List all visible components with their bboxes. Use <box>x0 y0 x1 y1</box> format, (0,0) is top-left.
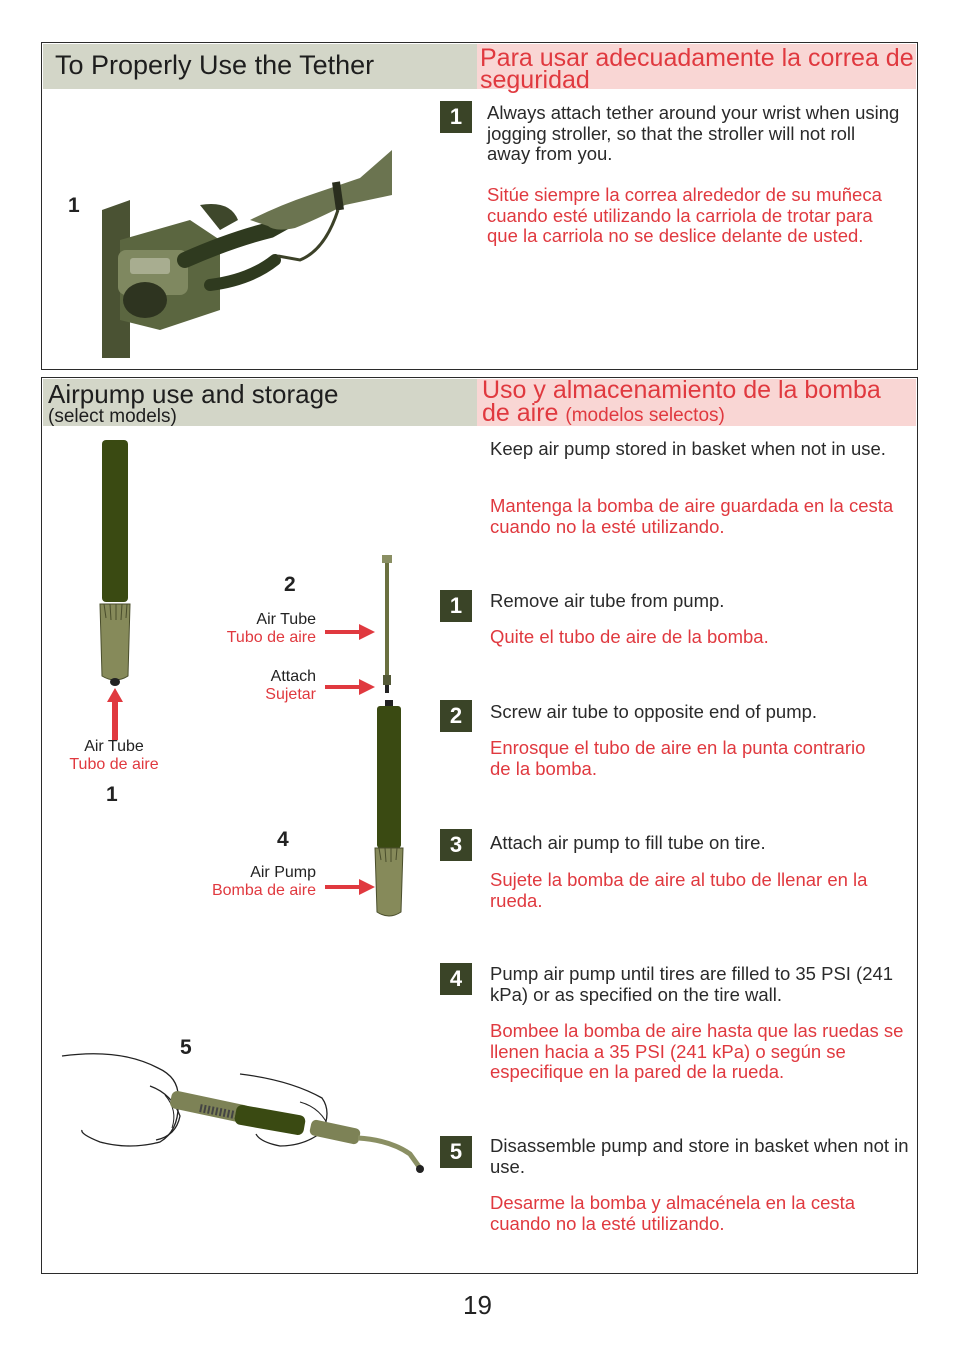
step-1-text-es: Quite el tubo de aire de la bomba. <box>490 626 769 647</box>
step-4-number: 4 <box>440 963 472 995</box>
pump-figure-1 <box>96 438 136 688</box>
page-number: 19 <box>463 1290 492 1320</box>
tether-text-es: Sitúe siempre la correa alrededor de su muñeca cuando esté utilizando la carriola de trotar para que la carriola no se deslice delante de usted. <box>487 184 882 246</box>
tether-step-number: 1 <box>440 101 472 133</box>
step-2-number: 2 <box>440 700 472 732</box>
airpump-header-es <box>477 376 916 427</box>
pump-hands-figure <box>60 1050 426 1176</box>
figure-2-number: 2 <box>284 573 296 596</box>
step-3-text-en: Attach air pump to fill tube on tire. <box>490 832 766 853</box>
air-tube-label-es-1: Tubo de aire <box>69 756 159 773</box>
step-3-number: 3 <box>440 829 472 861</box>
air-tube-label-en-1: Air Tube <box>84 738 144 755</box>
air-pump-label-en: Air Pump <box>250 864 316 881</box>
figure-1-number: 1 <box>106 783 118 806</box>
step-5-text-es: Desarme la bomba y almacénela en la cesta cuando no la esté utilizando. <box>490 1192 856 1234</box>
airpump-intro-en: Keep air pump stored in basket when not in use. <box>490 438 886 459</box>
step-3-text-es: Sujete la bomba de aire al tubo de llenar en la rueda. <box>490 869 868 911</box>
airpump-subtitle-en: (select models) <box>48 406 177 427</box>
tether-title-en: To Properly Use the Tether <box>55 50 375 80</box>
air-pump-label-es: Bomba de aire <box>211 882 316 899</box>
tether-title-es: Para usar adecuadamente la correa de seguridad <box>480 44 914 94</box>
step-4-text-en: Pump air pump until tires are filled to 35 PSI (241 kPa) or as specified on the tire wall. <box>490 963 894 1005</box>
step-5-number: 5 <box>440 1136 472 1168</box>
air-pump-arrow <box>325 879 375 895</box>
pump-figure-4 <box>372 700 406 922</box>
attach-arrow <box>325 679 375 695</box>
airpump-header-en <box>43 379 477 426</box>
tether-text-en: Always attach tether around your wrist when using jogging stroller, so that the stroller will not roll away from you. <box>487 102 900 164</box>
figure-5-number: 5 <box>180 1036 192 1059</box>
air-tube-figure <box>380 555 394 695</box>
air-tube-arrow-1 <box>106 688 124 740</box>
figure-4-number: 4 <box>277 828 289 851</box>
tether-header-es <box>477 44 916 94</box>
air-tube-arrow-2 <box>325 624 375 640</box>
step-1-number: 1 <box>440 590 472 622</box>
tether-illustration <box>100 150 392 358</box>
airpump-subtitle-es: (modelos selectos) <box>565 405 725 426</box>
air-tube-label-es-2: Tubo de aire <box>226 629 316 646</box>
airpump-title-es: Uso y almacenamiento de la bomba de aire <box>482 376 881 427</box>
step-2-text-en: Screw air tube to opposite end of pump. <box>490 701 818 722</box>
airpump-intro-es: Mantenga la bomba de aire guardada en la cesta cuando no la esté utilizando. <box>490 495 894 537</box>
step-5-text-en: Disassemble pump and store in basket when not in use. <box>490 1135 909 1177</box>
attach-label-en: Attach <box>270 668 316 685</box>
tether-figure-number: 1 <box>68 194 80 217</box>
step-4-text-es: Bombee la bomba de aire hasta que las ruedas se llenen hacia a 35 PSI (241 kPa) o según se especifique en la pared de la rueda. <box>490 1020 904 1082</box>
step-2-text-es: Enrosque el tubo de aire en la punta contrario de la bomba. <box>490 737 866 779</box>
air-tube-label-en-2: Air Tube <box>256 611 316 628</box>
step-1-text-en: Remove air tube from pump. <box>490 590 725 611</box>
attach-label-es: Sujetar <box>265 686 316 703</box>
airpump-title-en: Airpump use and storage <box>48 379 339 409</box>
tether-header-en <box>43 44 477 89</box>
